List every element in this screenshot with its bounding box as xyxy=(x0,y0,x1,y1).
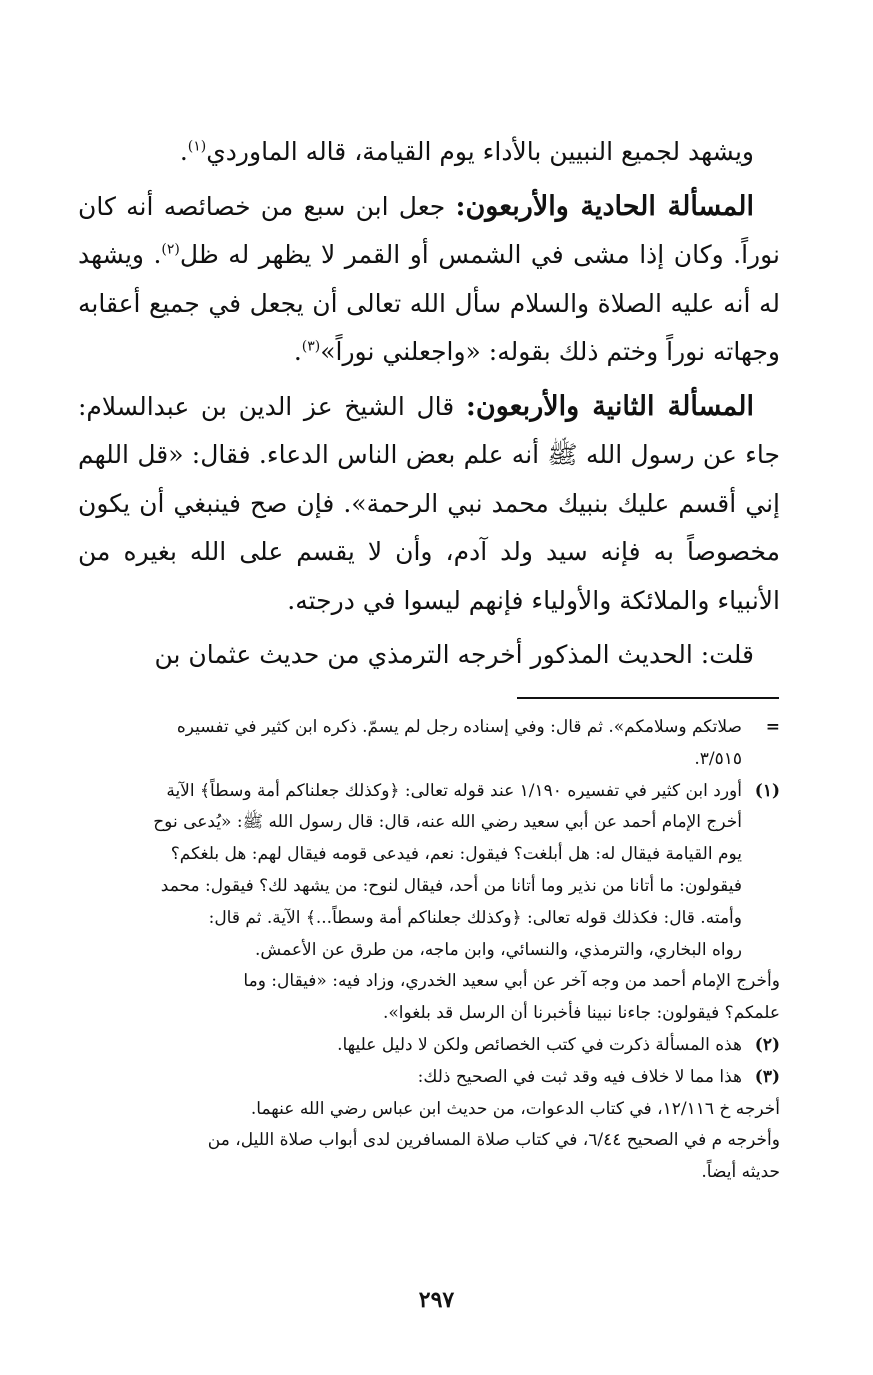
footnote-3-extra-line: حديثه أيضاً. xyxy=(701,1162,780,1183)
paragraph-42 xyxy=(78,383,780,626)
footnote-ref-1: (١) xyxy=(187,138,207,155)
footnote-1-extra-line: علمكم؟ فيقولون: جاءنا نبينا فأخبرنا أن الرسل قد بلغوا». xyxy=(382,1003,780,1024)
footnote-line: ٣/٥١٥. xyxy=(694,748,742,769)
footnote-line: وأمته. قال: فكذلك قوله تعالى: ﴿وكذلك جعلناكم أمة وسطاً...﴾ الآية. ثم قال: xyxy=(208,907,742,928)
main-text xyxy=(78,128,780,680)
page-number: ٢٩٧ xyxy=(418,1287,455,1313)
footnote-3-extra-line: وأخرجه م في الصحيح ٦/٤٤، في كتاب صلاة المسافرين لدى أبواب صلاة الليل، من xyxy=(207,1130,780,1151)
footnote-1 xyxy=(80,776,780,967)
paragraph-commentary-text: قلت: الحديث المذكور أخرجه الترمذي من حديث عثمان بن xyxy=(154,640,754,669)
footnote-1-marker: (١) xyxy=(754,780,780,801)
footnote-3-extra-line: أخرجه خ ١٢/١١٦، في كتاب الدعوات، من حديث ابن عباس رضي الله عنهما. xyxy=(250,1098,780,1119)
issue-41-heading: المسألة الحادية والأربعون: xyxy=(455,190,754,222)
paragraph-42-text: قال الشيخ عز الدين بن عبدالسلام: جاء عن رسول الله ﷺ أنه علم بعض الناس الدعاء. فقال: «قل اللهم إني أقسم عليك بنبيك محمد نبي الرحمة». فإن صح فينبغي أن يكون مخصوصاً به فإنه سيد ولد آدم، وأن لا يقسم على الله بغيره من الأنبياء والملائكة والأولياء فإنهم ليسوا في درجته. xyxy=(78,391,780,615)
footnote-3-marker: (٣) xyxy=(754,1066,780,1087)
footnote-1-extra-line: وأخرج الإمام أحمد من وجه آخر عن أبي سعيد الخدري، وزاد فيه: «فيقال: وما xyxy=(243,971,780,992)
footnote-line: هذا مما لا خلاف فيه وقد ثبت في الصحيح ذلك: xyxy=(417,1066,742,1087)
paragraph-0-text: ويشهد لجميع النبيين بالأداء يوم القيامة، قاله الماوردي xyxy=(206,137,754,166)
paragraph-0-end: . xyxy=(179,137,188,166)
issue-42-heading: المسألة الثانية والأربعون: xyxy=(465,390,754,422)
paragraph-41 xyxy=(78,183,780,377)
footnote-line: أورد ابن كثير في تفسيره ١/١٩٠ عند قوله تعالى: ﴿وكذلك جعلناكم أمة وسطاً﴾ الآية xyxy=(166,780,742,801)
footnote-continued-marker: = xyxy=(765,717,780,737)
footnote-ref-3: (٣) xyxy=(301,338,321,355)
footnote-line: صلاتكم وسلامكم». ثم قال: وفي إسناده رجل لم يسمّ. ذكره ابن كثير في تفسيره xyxy=(176,717,742,737)
paragraph-41-text-a: جعل ابن سبع من خصائصه أنه كان نوراً. وكان إذا مشى في الشمس أو القمر لا يظهر له ظل xyxy=(78,191,780,269)
footnote-2 xyxy=(80,1030,780,1062)
paragraph-0 xyxy=(78,128,780,177)
footnote-ref-2: (٢) xyxy=(161,241,180,258)
footnote-separator xyxy=(517,697,779,699)
paragraph-41-text-b: . ويشهد له أنه عليه الصلاة والسلام سأل الله تعالى أن يجعل في جميع أعقابه وجهاته نوراً وختم ذلك بقوله: «واجعلني نوراً» xyxy=(78,240,780,366)
footnote-line: أخرج الإمام أحمد عن أبي سعيد رضي الله عنه، قال: قال رسول الله ﷺ: «يُدعى نوح xyxy=(153,812,742,833)
footnote-line: رواه البخاري، والترمذي، والنسائي، وابن ماجه، من طرق عن الأعمش. xyxy=(255,939,742,960)
footnote-3 xyxy=(80,1062,780,1094)
footnotes xyxy=(80,712,780,1189)
paragraph-commentary xyxy=(78,631,780,680)
paragraph-41-end: . xyxy=(293,337,302,366)
footnote-2-marker: (٢) xyxy=(754,1034,780,1055)
footnote-line: يوم القيامة فيقال له: هل أبلغت؟ فيقول: نعم، فيدعى قومه فيقال لهم: هل بلغكم؟ xyxy=(170,844,742,865)
footnote-continued xyxy=(80,712,780,776)
footnote-line: هذه المسألة ذكرت في كتب الخصائص ولكن لا دليل عليها. xyxy=(337,1034,742,1055)
footnote-line: فيقولون: ما أتانا من نذير وما أتانا من أحد، فيقال لنوح: من يشهد لك؟ فيقول: محمد xyxy=(160,875,742,896)
